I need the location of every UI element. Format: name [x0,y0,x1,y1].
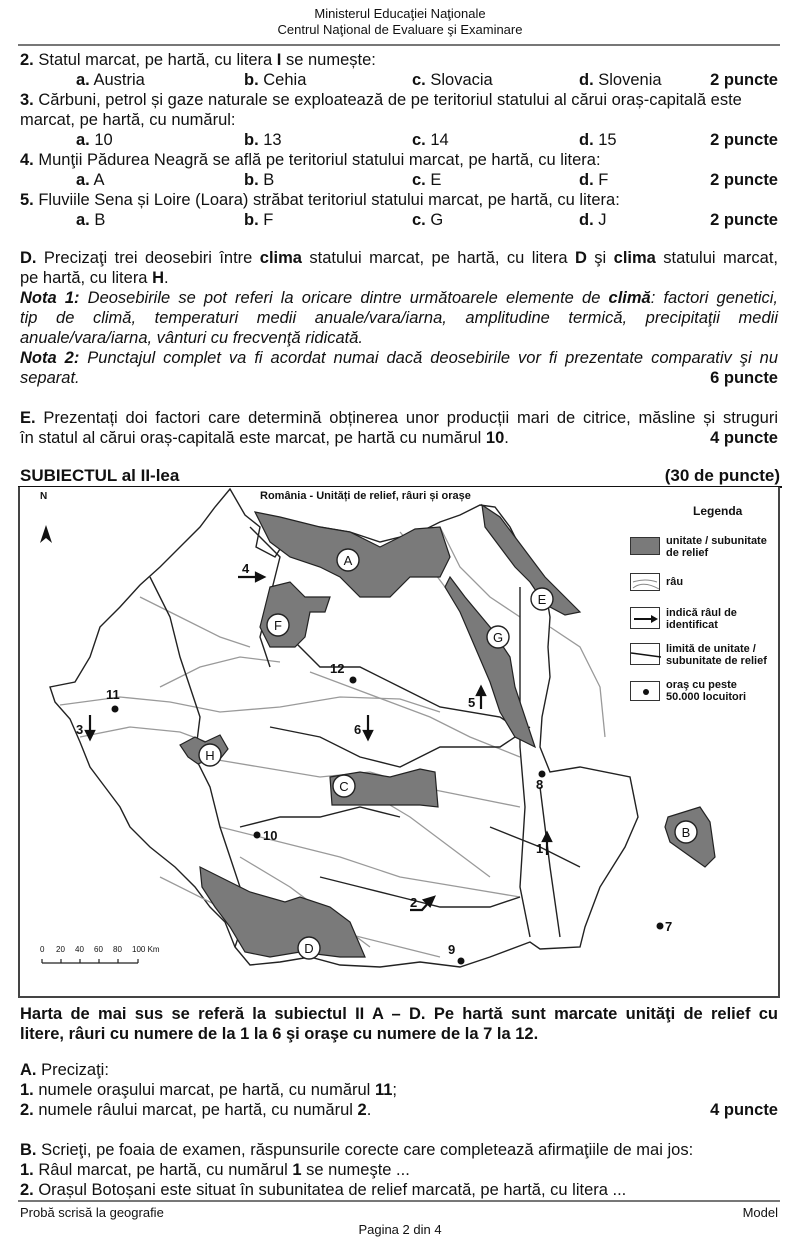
river-label-4: 4 [242,561,250,576]
north-arrow-icon [40,525,52,543]
nota-1-line2: tip de climă, temperaturi medii anuale/vara/iarna, amplitudine termică, precipitaţii medii [20,309,778,327]
option-c: c. Slovacia [412,71,493,89]
question-text: Cărbuni, petrol și gaze naturale se exploatează de pe teritoriul statului al cărui oraș-capitală este [33,91,742,109]
relief-swatch-icon [630,537,660,555]
river-label-1: 1 [536,841,544,856]
option-b: b. F [244,211,274,229]
option-c: c. G [412,211,444,229]
ministry-name: Ministerul Educaţiei Naţionale [314,6,486,21]
subject-title: SUBIECTUL al II-lea [20,466,180,485]
question-number: 3. [20,91,34,109]
label-a: A [343,553,353,568]
north-label: N [40,491,48,502]
question-2-options [20,70,778,90]
section-a-item2: 2. numele râului marcat, pe hartă, cu numărul 2. [20,1101,372,1119]
boundary-swatch-icon [630,643,660,665]
option-b: b. 13 [244,131,282,149]
romania-map: A E G F H C D B 4 3 6 5 1 2 11 12 10 8 9 7 România - Unități de relief, râuri și orașe N 0 20 40 60 80 100 Km Legenda unitate / subunitate de relief râu indică râul de identificat limită de unitate / subunitate de relief oraş cu peste 50.000 locuitori [18,487,780,998]
nota-1-line3: anuale/vara/iarna, vânturi cu frecvenţă ridicată. [20,329,364,347]
option-b: b. Cehia [244,71,307,89]
header-divider [18,44,780,46]
footer-model: Model [742,1205,778,1220]
river-label-2: 2 [410,895,418,910]
option-d: d. J [579,211,607,229]
question-4-points: 2 puncte [710,171,778,189]
option-c: c. 14 [412,131,449,149]
option-d: d. 15 [579,131,617,149]
city-label-10: 10 [263,828,278,843]
city-label-11: 11 [106,687,120,702]
question-number: 5. [20,191,34,209]
question-5-points: 2 puncte [710,211,778,229]
label-g: G [492,630,504,645]
section-a-item1: 1. numele oraşului marcat, pe hartă, cu numărul 11; [20,1081,397,1099]
city-label-12: 12 [330,661,345,676]
section-d-points: 6 puncte [710,369,778,387]
map-caption-line2: litere, râuri cu numere de la 1 la 6 şi oraşe cu numere de la 7 la 12. [20,1025,539,1043]
map-caption-line1: Harta de mai sus se referă la subiectul II A – D. Pe hartă sunt marcate unităţi de relief cu [20,1005,778,1023]
question-5-options [20,210,778,230]
section-d-line2: pe hartă, cu litera H. [20,269,169,287]
city-label-7: 7 [665,919,673,934]
subject-2-heading [20,466,780,486]
question-4-options [20,170,778,190]
arrow-swatch-icon [630,607,660,629]
question-2 [20,50,778,70]
subject-points: (30 de puncte) [664,466,780,485]
footer-divider [18,1200,780,1202]
option-a: a. A [76,171,105,189]
question-text: Munţii Pădurea Neagră se află pe teritoriul statului marcat, pe hartă, cu litera: [33,151,601,169]
question-number: 4. [20,151,34,169]
question-2-points: 2 puncte [710,71,778,89]
option-d: d. F [579,171,609,189]
page-number: Pagina 2 din 4 [358,1222,442,1237]
map-title: România - Unități de relief, râuri și orașe [260,490,471,502]
nota-1: Nota 1: Deosebirile se pot referi la oricare dintre următoarele elemente de climă: factori genetici, [20,289,779,307]
question-5 [20,190,778,210]
page-header [0,6,800,38]
option-a: a. 10 [76,131,113,149]
question-3-points: 2 puncte [710,131,778,149]
question-3-cont: marcat, pe hartă, cu numărul: [20,111,236,129]
center-name: Centrul Naţional de Evaluare şi Examinare [277,22,523,37]
section-e-points: 4 puncte [710,429,778,447]
question-3 [20,90,778,110]
nota-2: Nota 2: Punctajul complet va fi acordat numai dacă deosebirile vor fi prezentate comparativ şi nu [20,349,779,367]
city-label-8: 8 [536,777,544,792]
city-label-9: 9 [448,942,456,957]
river-label-3: 3 [76,722,84,737]
question-3-options [20,130,778,150]
label-f: F [274,618,282,633]
section-a-title: A. Precizaţi: [20,1061,109,1079]
question-text: Statul marcat, pe hartă, cu litera [33,51,277,69]
city-swatch-icon [630,681,660,701]
section-e-line1: E. Prezentați doi factori care determină obținerea unor producții mari de citrice, măsline și struguri [20,409,778,427]
legend-title: Legenda [693,504,743,518]
question-letter: I [276,51,282,69]
map-drawing [20,487,780,998]
option-a: a. Austria [76,71,145,89]
section-d-line1: D. Precizaţi trei deosebiri între clima statului marcat, pe hartă, cu litera D şi clima statului marcat, [20,249,778,267]
river-label-5: 5 [468,695,476,710]
label-d: D [304,941,314,956]
nota-2-line2: separat. [20,369,80,387]
question-4 [20,150,778,170]
option-d: d. Slovenia [579,71,662,89]
question-number: 2. [20,51,34,69]
question-text: se numește: [281,51,376,69]
scale-bar [42,959,138,963]
footer-exam-name: Probă scrisă la geografie [20,1205,164,1220]
river-swatch-icon [630,573,660,591]
section-a-points: 4 puncte [710,1101,778,1119]
label-e: E [537,592,547,607]
label-c: C [339,779,349,794]
section-b-item2: 2. Orașul Botoșani este situat în subunitatea de relief marcată, pe hartă, cu litera ... [20,1181,627,1199]
label-b: B [681,825,691,840]
option-a: a. B [76,211,106,229]
option-c: c. E [412,171,442,189]
section-e-line2: în statul al cărui oraș-capitală este marcat, pe hartă cu numărul 10. [20,429,509,447]
label-h: H [205,748,215,763]
option-b: b. B [244,171,275,189]
question-text: Fluviile Sena și Loire (Loara) străbat teritoriul statului marcat, pe hartă, cu litera: [33,191,620,209]
section-b-item1: 1. Râul marcat, pe hartă, cu numărul 1 se numeşte ... [20,1161,410,1179]
section-b-title: B. Scrieţi, pe foaia de examen, răspunsurile corecte care completează afirmaţiile de mai jos: [20,1141,694,1159]
river-label-6: 6 [354,722,362,737]
